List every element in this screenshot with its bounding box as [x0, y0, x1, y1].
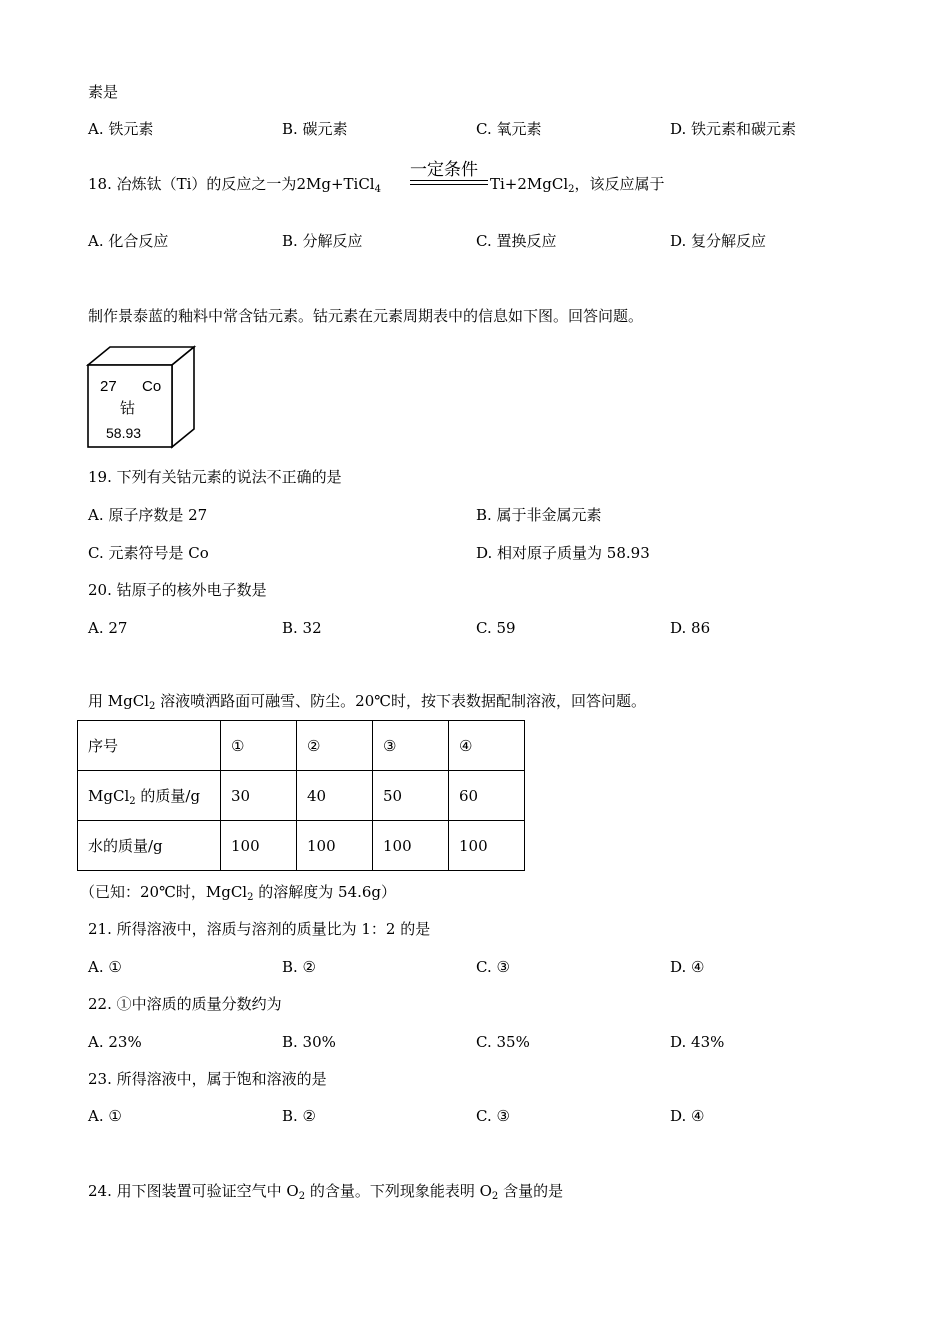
q19-stem: 19. 下列有关钴元素的说法不正确的是 — [88, 468, 342, 486]
q23-stem: 23. 所得溶液中，属于饱和溶液的是 — [88, 1070, 327, 1088]
q23-option-b[interactable]: B. ② — [282, 1107, 317, 1125]
mgcl2-intro: 用 MgCl$_2$ 溶液喷洒路面可融雪、防尘。20℃时，按下表数据配制溶液，回答问题。 — [88, 692, 647, 712]
q20-option-d[interactable]: D. 86 — [670, 619, 711, 637]
q23-option-c[interactable]: C. ③ — [476, 1107, 510, 1125]
q21-option-c[interactable]: C. ③ — [476, 958, 510, 976]
solution-table — [77, 720, 525, 871]
q18-option-c[interactable]: C. 置换反应 — [476, 232, 557, 250]
element-name: 钴 — [120, 399, 136, 417]
q18-stem — [88, 174, 381, 200]
q17-option-a[interactable]: A. 铁元素 — [88, 120, 154, 138]
q22-option-d[interactable]: D. 43% — [670, 1033, 725, 1051]
table-cell: 30 — [221, 771, 297, 821]
element-number: 27 — [100, 378, 117, 395]
q23-option-a[interactable]: A. ① — [88, 1107, 122, 1125]
q18-rhs-line — [490, 174, 665, 200]
q18-equals-sign — [410, 180, 488, 185]
q22-stem: 22. ①中溶质的质量分数约为 — [88, 995, 282, 1013]
q21-option-d[interactable]: D. ④ — [670, 958, 705, 976]
q18-lhs: 2Mg+TiCl$_4$ — [296, 175, 381, 195]
q22-option-b[interactable]: B. 30% — [282, 1033, 336, 1051]
q19-option-d[interactable]: D. 相对原子质量为 58.93 — [476, 544, 650, 562]
table-cell: 40 — [297, 771, 373, 821]
table-row — [78, 721, 525, 771]
cobalt-intro: 制作景泰蓝的釉料中常含钴元素。钴元素在元素周期表中的信息如下图。回答问题。 — [88, 307, 644, 325]
q20-option-c[interactable]: C. 59 — [476, 619, 516, 637]
q20-option-a[interactable]: A. 27 — [88, 619, 128, 637]
table-cell: 50 — [373, 771, 449, 821]
table-header-cell: ③ — [373, 721, 449, 771]
table-header-cell: ④ — [449, 721, 525, 771]
table-cell: 100 — [449, 821, 525, 871]
q18-option-b[interactable]: B. 分解反应 — [282, 232, 363, 250]
q17-tail: 素是 — [88, 83, 119, 101]
table-cell: 100 — [297, 821, 373, 871]
element-symbol: Co — [142, 378, 162, 395]
solubility-note: （已知：20℃时，MgCl$_2$ 的溶解度为 54.6g） — [80, 883, 397, 903]
q20-option-b[interactable]: B. 32 — [282, 619, 322, 637]
element-mass: 58.93 — [106, 425, 142, 441]
table-cell: 60 — [449, 771, 525, 821]
q18-suffix: ，该反应属于 — [574, 175, 665, 193]
q24-stem: 24. 用下图装置可验证空气中 $O_2$ 的含量。下列现象能表明 $O_2$ 含量的是 — [88, 1182, 564, 1202]
table-row — [78, 821, 525, 871]
q18-option-d[interactable]: D. 复分解反应 — [670, 232, 767, 250]
q17-option-b[interactable]: B. 碳元素 — [282, 120, 348, 138]
table-header-label: 序号 — [78, 721, 221, 771]
q22-option-a[interactable]: A. 23% — [88, 1033, 142, 1051]
q19-option-b[interactable]: B. 属于非金属元素 — [476, 506, 602, 524]
q23-option-d[interactable]: D. ④ — [670, 1107, 705, 1125]
q21-option-b[interactable]: B. ② — [282, 958, 317, 976]
q21-option-a[interactable]: A. ① — [88, 958, 122, 976]
q17-option-c[interactable]: C. 氧元素 — [476, 120, 542, 138]
table-row-label: MgCl$_2$ 的质量/g — [78, 771, 221, 821]
q19-option-c[interactable]: C. 元素符号是 Co — [88, 544, 209, 562]
q18-condition: 一定条件 — [410, 160, 478, 180]
table-cell: 100 — [221, 821, 297, 871]
q21-stem: 21. 所得溶液中，溶质与溶剂的质量比为 1：2 的是 — [88, 920, 431, 938]
q18-rhs: Ti+2MgCl$_2$ — [490, 175, 575, 195]
table-header-cell: ① — [221, 721, 297, 771]
q17-option-d[interactable]: D. 铁元素和碳元素 — [670, 120, 797, 138]
q19-option-a[interactable]: A. 原子序数是 27 — [88, 506, 208, 524]
table-header-cell: ② — [297, 721, 373, 771]
q18-option-a[interactable]: A. 化合反应 — [88, 232, 169, 250]
table-cell: 100 — [373, 821, 449, 871]
q20-stem: 20. 钴原子的核外电子数是 — [88, 581, 267, 599]
cobalt-element-card — [86, 345, 198, 451]
q18-prefix: 18. 冶炼钛（Ti）的反应之一为 — [88, 175, 297, 193]
q22-option-c[interactable]: C. 35% — [476, 1033, 530, 1051]
table-row — [78, 771, 525, 821]
table-row-label: 水的质量/g — [78, 821, 221, 871]
